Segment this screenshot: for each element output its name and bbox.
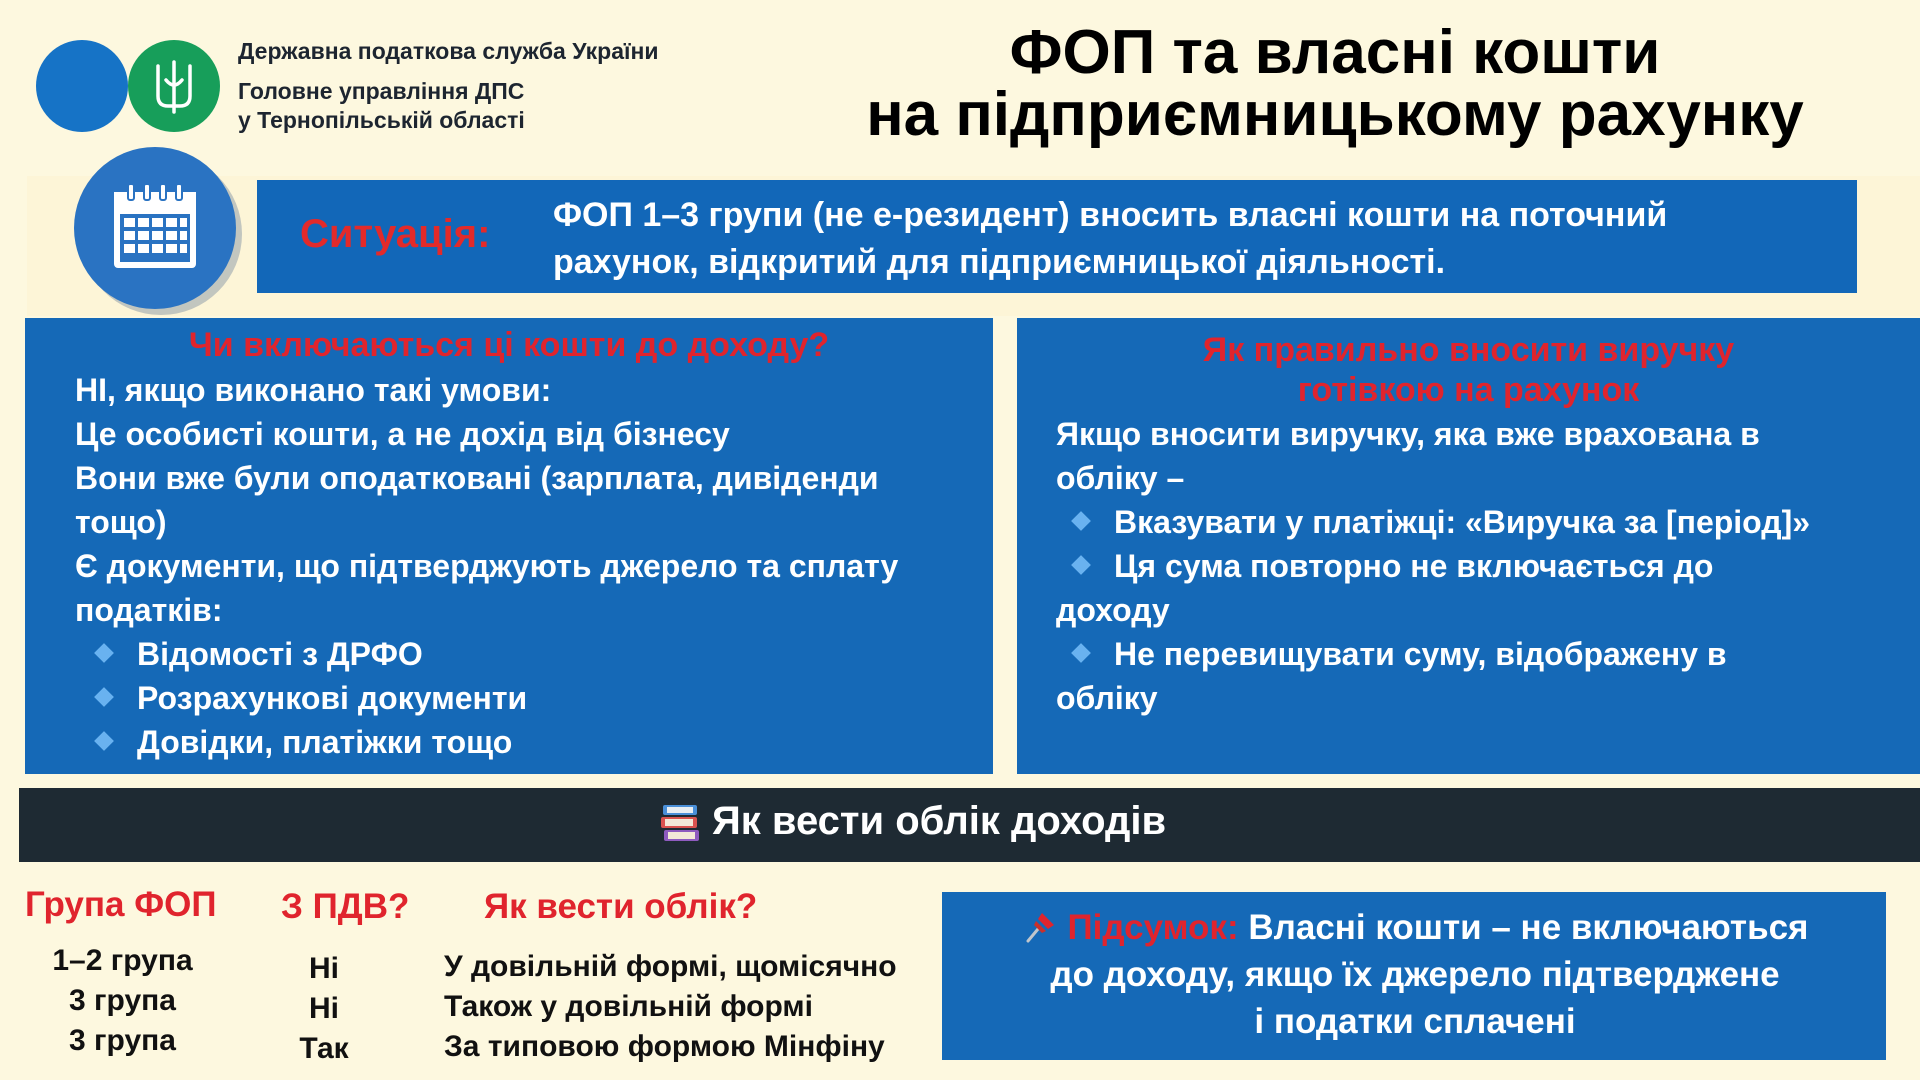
- list-item: [1056, 544, 1916, 588]
- bullet-text: Вказувати у платіжці: «Виручка за [період]»: [1114, 504, 1811, 540]
- summary-text-line1: Власні кошти – не включаються: [1248, 908, 1809, 947]
- left-panel-line: Є документи, що підтверджують джерело та сплату: [75, 548, 899, 584]
- table-header-group: Група ФОП: [25, 885, 217, 924]
- table-header-accounting: Як вести облік?: [484, 887, 758, 926]
- right-panel-intro-line2: обліку –: [1056, 460, 1185, 496]
- title-line2: на підприємницькому рахунку: [866, 80, 1804, 149]
- right-panel-title-line1: Як правильно вносити виручку: [1202, 331, 1735, 369]
- table-cell-group: 1–2 група: [52, 944, 193, 977]
- list-item: [1056, 500, 1916, 544]
- summary-line3: і податки сплачені: [1254, 1002, 1576, 1041]
- summary-text: [975, 904, 1855, 1045]
- bullet-text: Розрахункові документи: [137, 680, 528, 716]
- diamond-bullet-icon: [1071, 511, 1091, 531]
- org-name-line3: у Тернопільській області: [238, 107, 525, 133]
- diamond-bullet-icon: [94, 643, 114, 663]
- list-item: [75, 720, 985, 764]
- diamond-bullet-icon: [1071, 555, 1091, 575]
- calendar-icon: [108, 180, 202, 274]
- logo-blue-circle: [36, 40, 128, 132]
- list-item: [75, 632, 985, 676]
- left-panel-line: Вони вже були оподатковані (зарплата, дивіденди: [75, 460, 879, 496]
- right-panel: [1017, 318, 1920, 774]
- right-panel-title-line2: готівкою на рахунок: [1297, 371, 1640, 409]
- bullet-text: Ця сума повторно не включається до: [1114, 548, 1714, 584]
- table-cell-vat: Ні: [309, 952, 339, 985]
- bullet-text-continuation: доходу: [1056, 592, 1170, 628]
- right-panel-title: [1017, 330, 1920, 410]
- books-icon: [659, 801, 703, 845]
- left-panel-title: Чи включаються ці кошти до доходу?: [188, 326, 830, 364]
- table-cell-accounting: У довільній формі, щомісячно: [444, 950, 897, 983]
- list-item: [75, 676, 985, 720]
- left-panel-body: [75, 368, 985, 764]
- diamond-bullet-icon: [94, 687, 114, 707]
- left-panel-line: Це особисті кошти, а не дохід від бізнесу: [75, 416, 730, 452]
- bullet-text-continuation: обліку: [1056, 680, 1158, 716]
- table-cell-group: 3 група: [69, 984, 176, 1017]
- table-cell-accounting: Також у довільній формі: [444, 990, 813, 1023]
- banner-text: Як вести облік доходів: [712, 799, 1167, 843]
- left-panel: [25, 318, 993, 774]
- situation-text-line2: рахунок, відкритий для підприємницької діяльності.: [553, 243, 1446, 281]
- summary-line1: [975, 904, 1855, 951]
- summary-line2: до доходу, якщо їх джерело підтверджене: [1050, 955, 1780, 994]
- bullet-text: Не перевищувати суму, відображену в: [1114, 636, 1727, 672]
- org-name-line2: Головне управління ДПС: [238, 78, 525, 104]
- list-item: [1056, 632, 1916, 676]
- situation-text-line1: ФОП 1–3 групи (не е-резидент) вносить власні кошти на поточний: [553, 196, 1668, 234]
- bullet-text: Довідки, платіжки тощо: [137, 724, 513, 760]
- table-header-vat: З ПДВ?: [281, 887, 410, 926]
- page-title: [780, 18, 1890, 149]
- trident-icon: [128, 40, 220, 132]
- situation-label: Ситуація:: [300, 212, 491, 256]
- left-panel-line: тощо): [75, 504, 167, 540]
- diamond-bullet-icon: [1071, 643, 1091, 663]
- right-panel-body: [1056, 412, 1916, 720]
- table-cell-vat: Ні: [309, 992, 339, 1025]
- pushpin-icon: [1022, 907, 1060, 945]
- org-name-line1: Державна податкова служба України: [238, 38, 659, 64]
- title-line1: ФОП та власні кошти: [1009, 18, 1661, 87]
- bullet-text: Відомості з ДРФО: [137, 636, 423, 672]
- table-cell-vat: Так: [299, 1032, 349, 1065]
- situation-text: [553, 192, 1843, 286]
- table-cell-group: 3 група: [69, 1024, 176, 1057]
- summary-label: Підсумок:: [1067, 908, 1239, 947]
- left-panel-line: НІ, якщо виконано такі умови:: [75, 372, 552, 408]
- diamond-bullet-icon: [94, 731, 114, 751]
- left-panel-line: податків:: [75, 592, 223, 628]
- table-cell-accounting: За типовою формою Мінфіну: [444, 1030, 885, 1063]
- right-panel-intro-line1: Якщо вносити виручку, яка вже врахована в: [1056, 416, 1760, 452]
